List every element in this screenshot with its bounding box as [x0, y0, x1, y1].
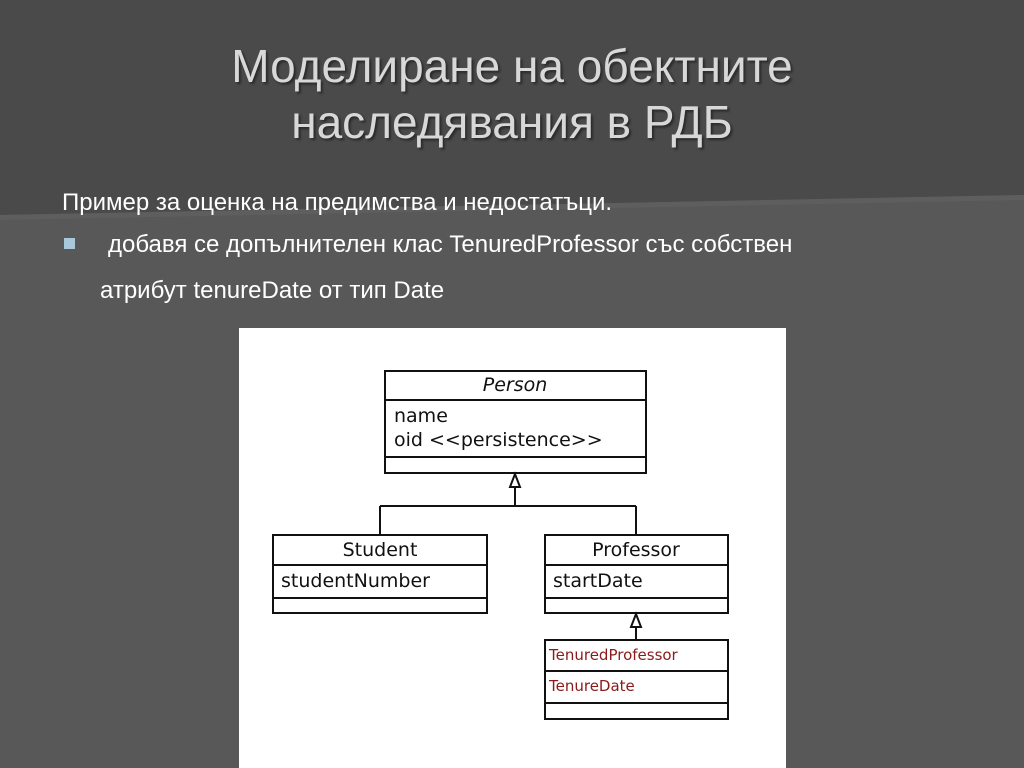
person-class [385, 371, 646, 473]
person-attr-name: name [394, 405, 448, 427]
uml-canvas [239, 328, 786, 768]
person-attr-oid: oid <<persistence>> [394, 429, 603, 451]
professor-class-name: Professor [592, 539, 680, 561]
tenured-class-name: TenuredProfessor [549, 646, 678, 664]
student-attr-number: studentNumber [281, 570, 430, 592]
title-line-1: Моделиране на обектните [231, 40, 793, 92]
title-line-2: наследявания в РДБ [291, 96, 733, 148]
bullet-text-line-1: добавя се допълнителен клас TenuredProfessor със собствен [108, 231, 793, 258]
uml-diagram [239, 328, 786, 768]
person-class-name: Person [482, 374, 548, 396]
inheritance-connector-person [380, 474, 636, 535]
student-class-name: Student [342, 539, 418, 561]
tenured-attr-date: TenureDate [549, 677, 635, 695]
bullet-text-line-2: атрибут tenureDate от тип Date [100, 277, 445, 304]
inheritance-connector-professor [631, 614, 641, 640]
tenured-professor-class [545, 640, 728, 719]
bullet-square-icon [64, 238, 75, 249]
slide-title [112, 38, 912, 150]
student-class [273, 535, 487, 613]
professor-class [545, 535, 728, 613]
intro-text: Пример за оценка на предимства и недостатъци. [62, 189, 613, 216]
professor-attr-startdate: startDate [553, 570, 643, 592]
